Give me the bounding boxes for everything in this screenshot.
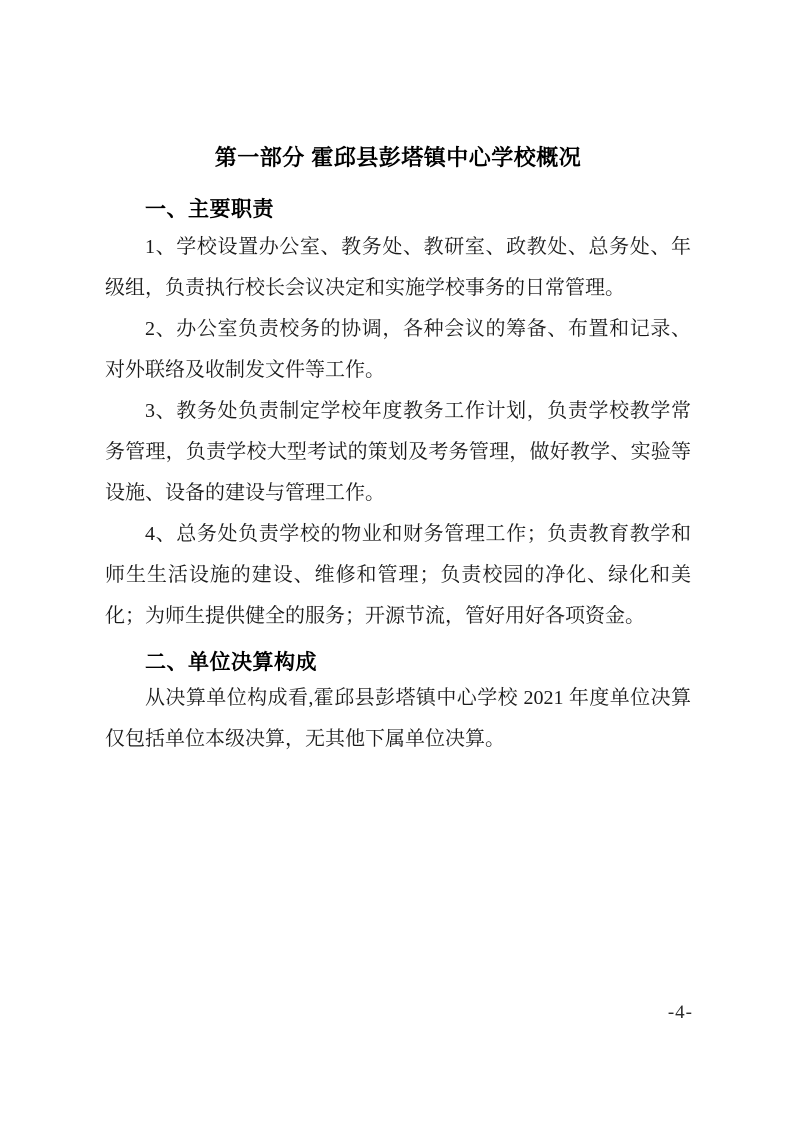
paragraph-duty-2: 2、办公室负责校务的协调，各种会议的筹备、布置和记录、对外联络及收制发文件等工作。 bbox=[105, 318, 691, 381]
paragraph-budget-composition: 从决算单位构成看,霍邱县彭塔镇中心学校 2021 年度单位决算仅包括单位本级决算，无其他下属单位决算。 bbox=[105, 687, 691, 750]
section-heading-main-duties: 一、主要职责 bbox=[145, 198, 274, 221]
section-heading-budget-composition: 二、单位决算构成 bbox=[145, 651, 317, 674]
page-number: -4- bbox=[667, 1002, 693, 1023]
page-content bbox=[105, 0, 691, 760]
page-title: 第一部分 霍邱县彭塔镇中心学校概况 bbox=[214, 145, 582, 170]
paragraph-duty-1: 1、学校设置办公室、教务处、教研室、政教处、总务处、年级组，负责执行校长会议决定和实施学校事务的日常管理。 bbox=[105, 236, 691, 299]
paragraph-duty-3: 3、教务处负责制定学校年度教务工作计划，负责学校教学常务管理，负责学校大型考试的策划及考务管理，做好教学、实验等设施、设备的建设与管理工作。 bbox=[105, 400, 691, 504]
paragraph-duty-4: 4、总务处负责学校的物业和财务管理工作；负责教育教学和师生生活设施的建设、维修和管理；负责校园的净化、绿化和美化；为师生提供健全的服务；开源节流，管好用好各项资金。 bbox=[105, 523, 691, 627]
